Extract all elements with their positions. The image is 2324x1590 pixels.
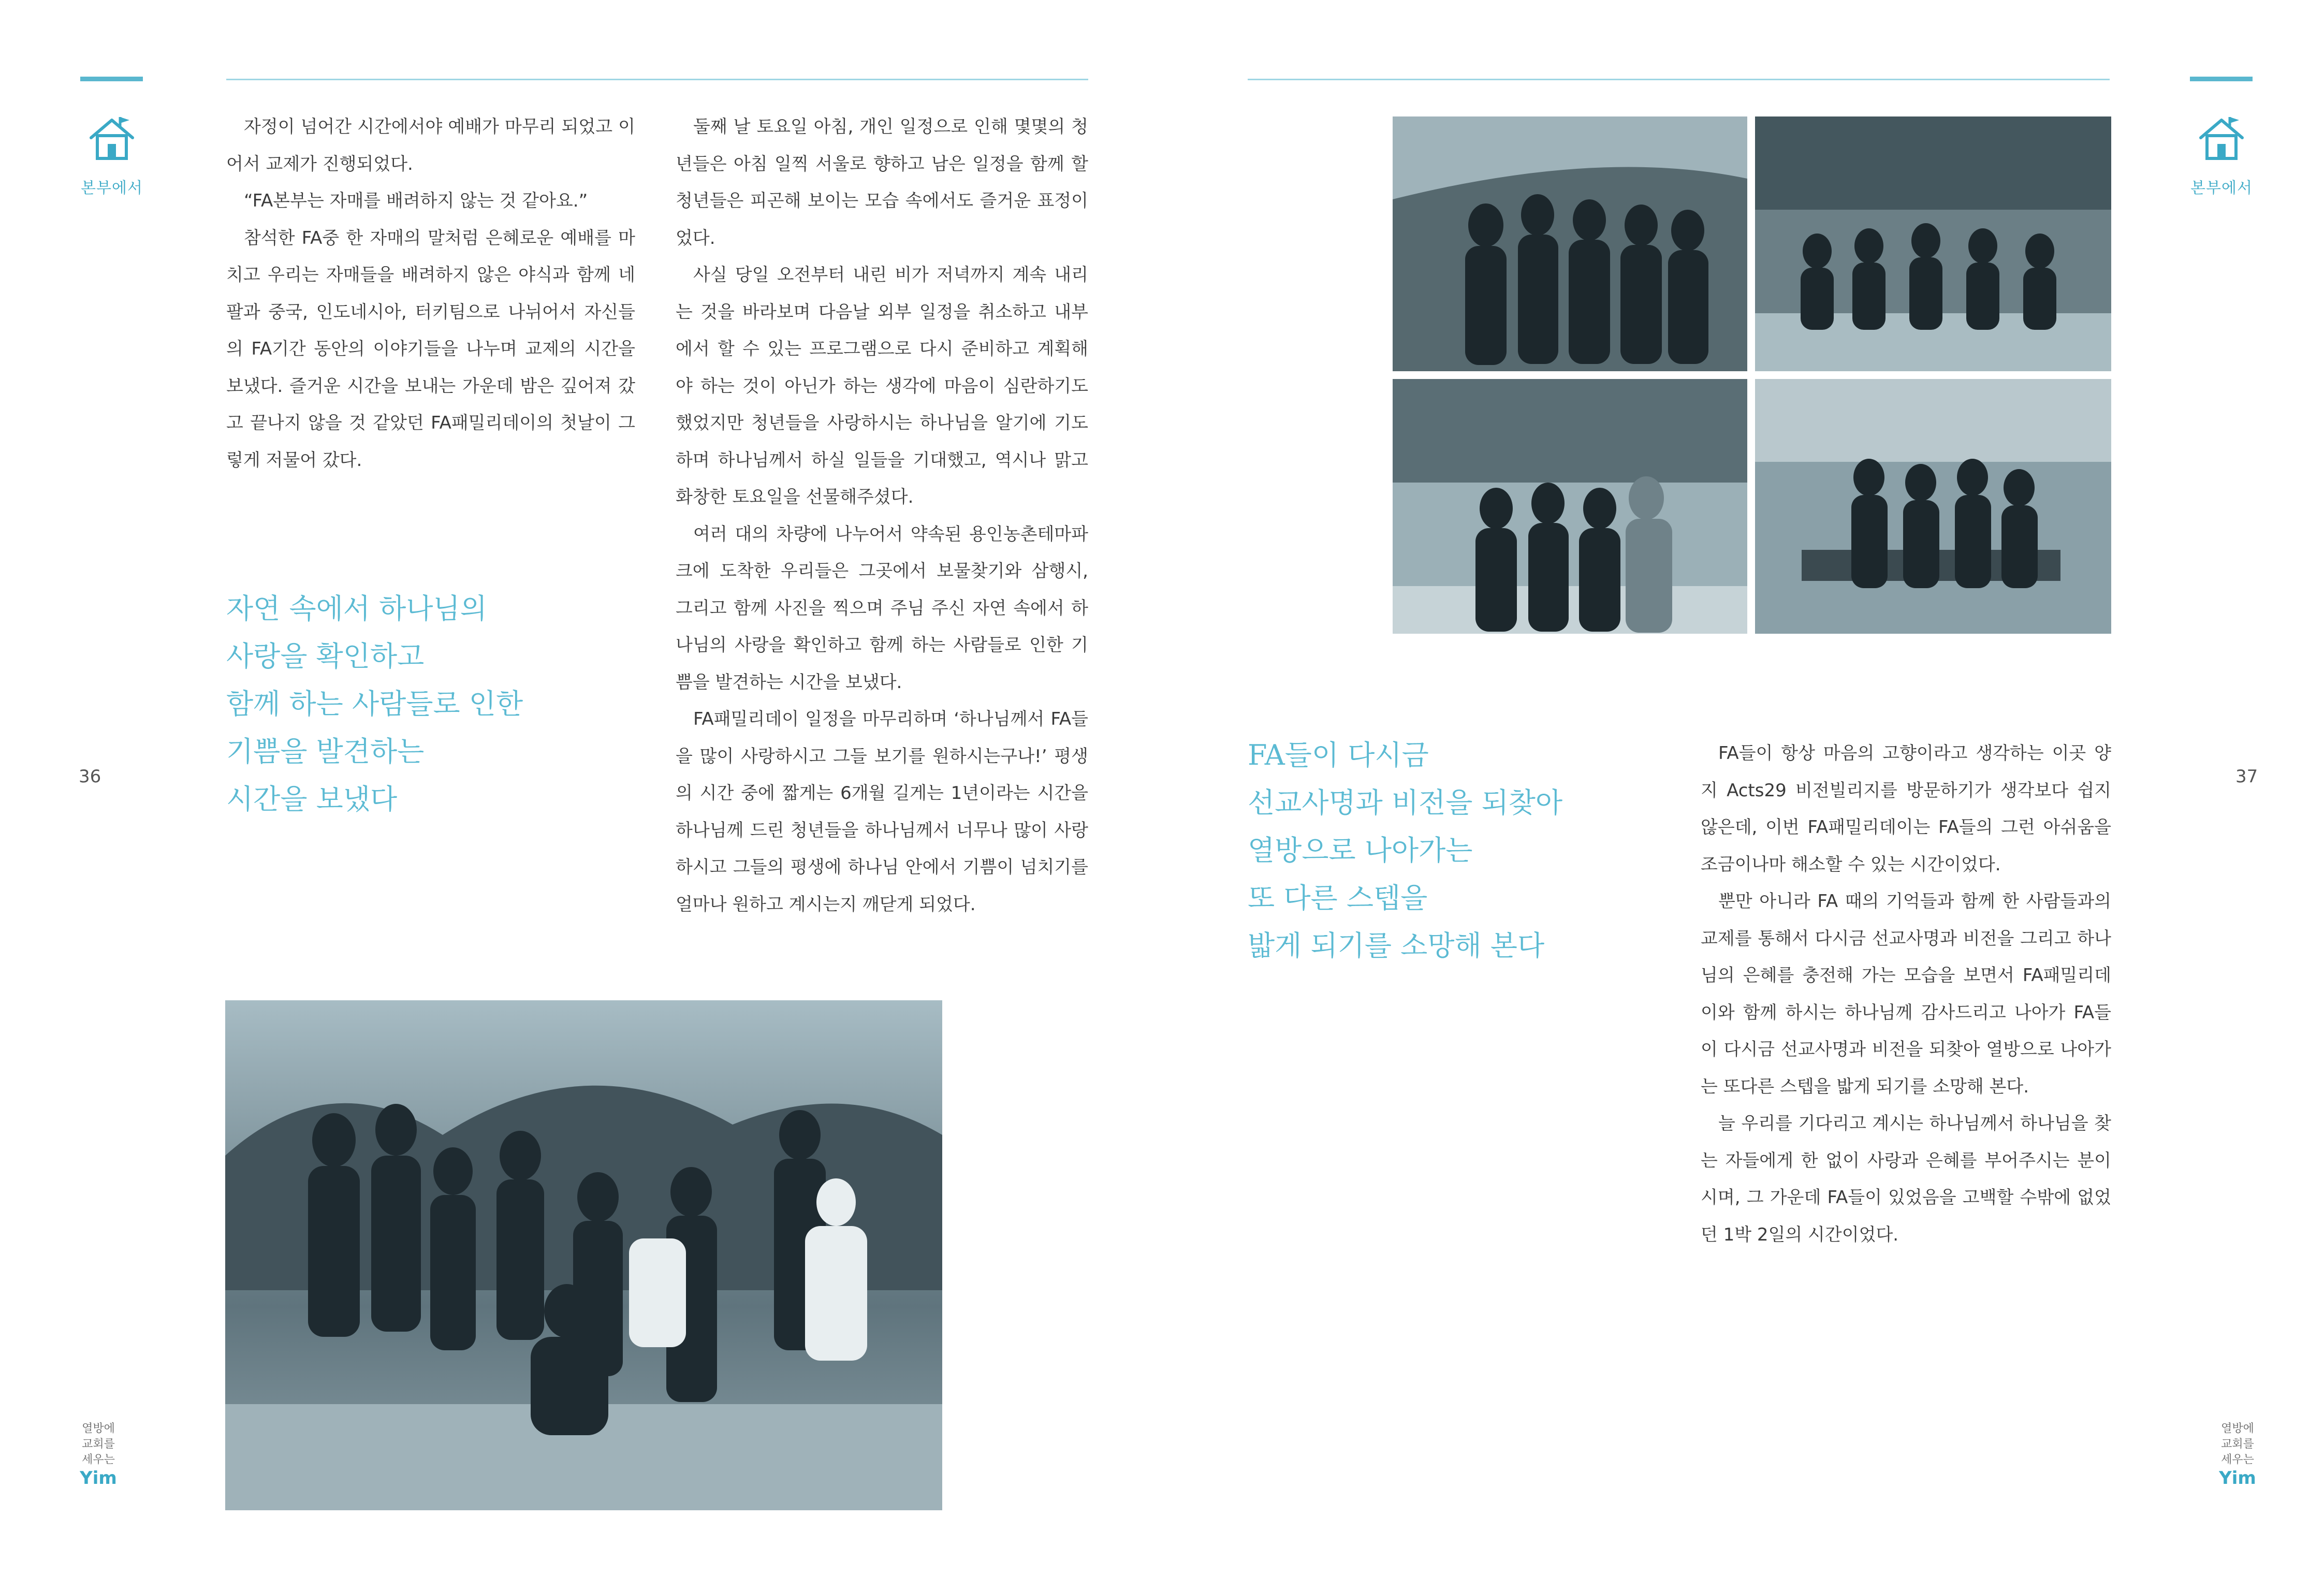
- right-top-rule: [1248, 79, 2110, 80]
- footer-line: 열방에: [82, 1422, 115, 1435]
- right-pull-quote: [1248, 732, 1641, 970]
- pull-quote-line: 열방으로 나아가는: [1248, 834, 1473, 867]
- footer-line: 세우는: [2221, 1453, 2254, 1466]
- photo-grid-bottom-left: [1393, 379, 1747, 634]
- right-accent-bar: [2190, 77, 2253, 81]
- left-section-label: 본부에서: [81, 179, 143, 197]
- left-column-2: [676, 109, 1088, 923]
- yim-logo: Yim: [80, 1468, 117, 1489]
- left-accent-bar: [80, 77, 143, 81]
- left-column-1: [226, 109, 635, 479]
- pull-quote-line: 선교사명과 비전을 되찾아: [1248, 786, 1563, 819]
- pull-quote-line: 자연 속에서 하나님의: [226, 592, 487, 625]
- paragraph: 늘 우리를 기다리고 계시는 하나님께서 하나님을 찾는 자들에게 한 없이 사랑과 은혜를 부어주시는 분이시며, 그 가운데 FA들이 있었음을 고백할 수밖에 없었던 1박 2일의 시간이었다.: [1701, 1113, 2111, 1245]
- footer-line: 열방에: [2221, 1422, 2254, 1435]
- yim-logo: Yim: [2219, 1468, 2256, 1489]
- paragraph: 참석한 FA중 한 자매의 말처럼 은혜로운 예배를 마치고 우리는 자매들을 배려하지 않은 야식과 함께 네팔과 중국, 인도네시아, 터키팀으로 나뉘어서 자신들의 FA기간 동안의 이야기들을 나누며 교제의 시간을 보냈다. 즐거운 시간을 보내는 가운데 밤은 깊어져 갔고 끝나지 않을 것 같았던 FA패밀리데이의 첫날이 그렇게 저물어 갔다.: [226, 227, 635, 471]
- right-footer-brand: [2214, 1421, 2261, 1489]
- paragraph: 사실 당일 오전부터 내린 비가 저녁까지 계속 내리는 것을 바라보며 다음날 외부 일정을 취소하고 내부에서 할 수 있는 프로그램으로 다시 준비하고 계획해야 하는 것이 아닌가 하는 생각에 마음이 심란하기도 했었지만 청년들을 사랑하시는 하나님을 알기에 기도하며 하나님께서 하실 일들을 기대했고, 역시나 맑고 화창한 토요일을 선물해주셨다.: [676, 265, 1088, 507]
- group-photo: [225, 1000, 942, 1510]
- left-top-rule: [226, 79, 1088, 80]
- pull-quote-line: 또 다른 스텝을: [1248, 882, 1428, 914]
- pull-quote-line: FA들이 다시금: [1248, 739, 1429, 771]
- pull-quote-line: 시간을 보냈다: [226, 783, 398, 815]
- right-column: [1701, 735, 2111, 1253]
- footer-line: 교회를: [82, 1438, 115, 1451]
- paragraph: FA패밀리데이 일정을 마무리하며 ‘하나님께서 FA들을 많이 사랑하시고 그들 보기를 원하시는구나!’ 평생의 시간 중에 짧게는 6개월 길게는 1년이라는 시간을 하나님께 드린 청년들을 하나님께서 너무나 많이 사랑하시고 그들의 평생에 하나님 안에서 기쁨이 넘치기를 얼마나 원하고 계시는지 깨닫게 되었다.: [676, 709, 1088, 915]
- left-page-number: 36: [79, 766, 101, 787]
- paragraph: 둘째 날 토요일 아침, 개인 일정으로 인해 몇몇의 청년들은 아침 일찍 서울로 향하고 남은 일정을 함께 할 청년들은 피곤해 보이는 모습 속에서도 즐거운 표정이었다.: [676, 116, 1088, 249]
- left-pull-quote: [226, 585, 630, 823]
- footer-line: 세우는: [82, 1453, 115, 1466]
- house-icon: [2197, 114, 2246, 164]
- right-page-number: 37: [2235, 766, 2258, 787]
- house-icon: [87, 114, 137, 164]
- paragraph: “FA본부는 자매를 배려하지 않는 것 같아요.”: [244, 191, 588, 211]
- photo-grid-top-right: [1755, 116, 2111, 371]
- paragraph: 뿐만 아니라 FA 때의 기억들과 함께 한 사람들과의 교제를 통해서 다시금 선교사명과 비전을 그리고 하나님의 은혜를 충전해 가는 모습을 보면서 FA패밀리데이와 함께 하시는 하나님께 감사드리고 나아가 FA들이 다시금 선교사명과 비전을 되찾아 열방으로 나아가는 또다른 스텝을 밟게 되기를 소망해 본다.: [1701, 891, 2111, 1097]
- footer-line: 교회를: [2221, 1438, 2254, 1451]
- photo-grid-bottom-right: [1755, 379, 2111, 634]
- pull-quote-line: 밟게 되기를 소망해 본다: [1248, 929, 1545, 962]
- paragraph: 자정이 넘어간 시간에서야 예배가 마무리 되었고 이어서 교제가 진행되었다.: [226, 116, 635, 174]
- pull-quote-line: 함께 하는 사람들로 인한: [226, 688, 523, 720]
- photo-grid-top-left: [1393, 116, 1747, 371]
- paragraph: 여러 대의 차량에 나누어서 약속된 용인농촌테마파크에 도착한 우리들은 그곳에서 보물찾기와 삼행시, 그리고 함께 사진을 찍으며 주님 주신 자연 속에서 하나님의 사랑을 확인하고 함께 하는 사람들로 인한 기쁨을 발견하는 시간을 보냈다.: [676, 523, 1088, 693]
- right-section-label: 본부에서: [2190, 179, 2253, 197]
- pull-quote-line: 사랑을 확인하고: [226, 640, 425, 673]
- left-footer-brand: [75, 1421, 122, 1489]
- paragraph: FA들이 항상 마음의 고향이라고 생각하는 이곳 양지 Acts29 비전빌리지를 방문하기가 생각보다 쉽지 않은데, 이번 FA패밀리데이는 FA들의 그런 아쉬움을 조금이나마 해소할 수 있는 시간이었다.: [1701, 743, 2111, 875]
- pull-quote-line: 기쁨을 발견하는: [226, 735, 425, 768]
